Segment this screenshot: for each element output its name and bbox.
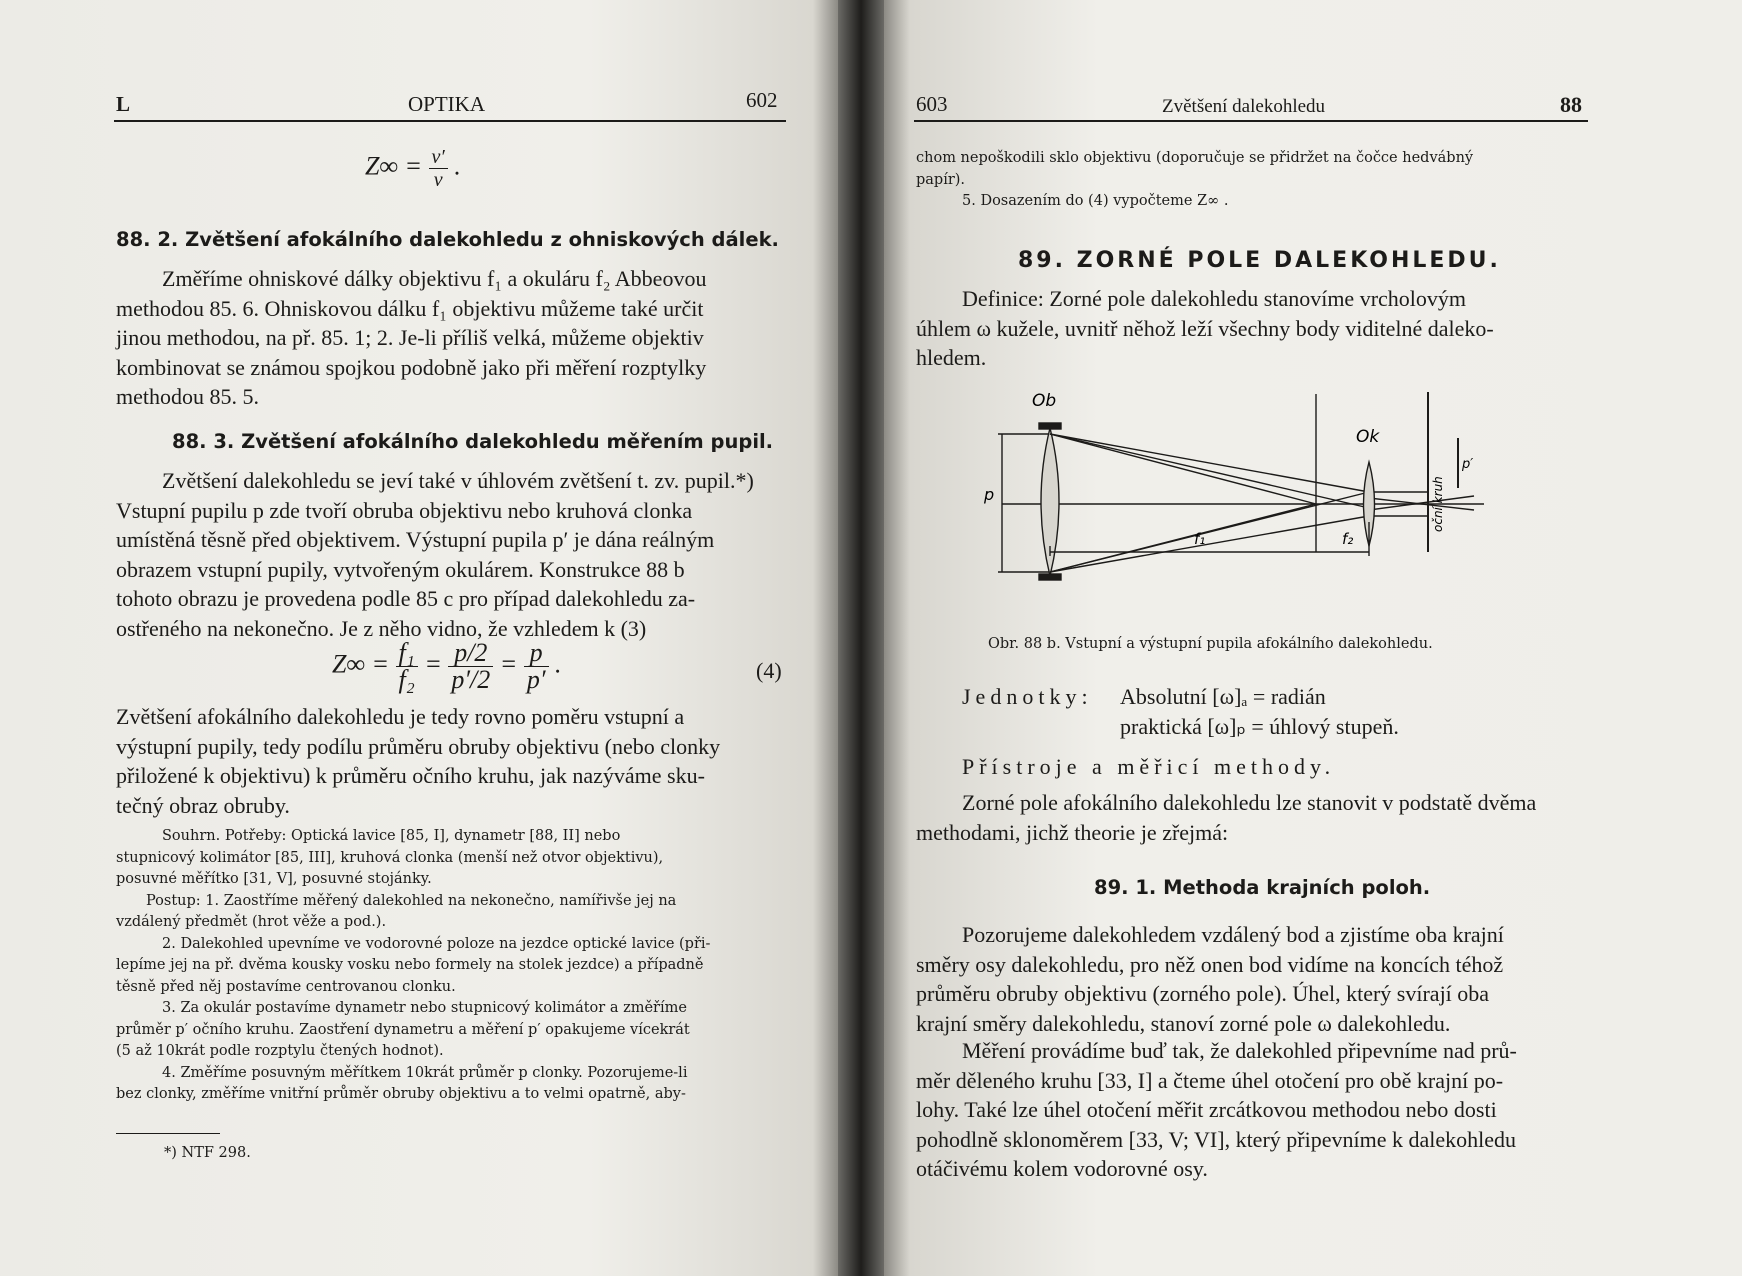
summary-line: Postup: 1. Zaostříme měřený dalekohled na nekonečno, namířivše jej na	[146, 892, 677, 909]
running-head-label: L	[116, 92, 131, 116]
chapter-heading: 89. ZORNÉ POLE DALEKOHLEDU.	[1018, 248, 1501, 273]
right-page	[884, 0, 1742, 1276]
text-line: měr děleného kruhu [33, I] a čteme úhel otočení pro obě krajní po-	[916, 1067, 1504, 1093]
ray	[1050, 434, 1316, 504]
text-line: Vstupní pupilu p zde tvoří obruba objektivu nebo kruhová clonka	[116, 497, 693, 523]
text-line: směry osy dalekohledu, pro něž onen bod vidíme na koncích téhož	[916, 951, 1504, 977]
text-line: tohoto obrazu je provedena podle 85 c pro případ dalekohledu za-	[116, 586, 696, 611]
section-88-2-text	[116, 264, 788, 412]
equals-sign: =	[424, 649, 442, 679]
text-line: lohy. Také lze úhel otočení měřit zrcátkovou methodou nebo dosti	[916, 1097, 1497, 1122]
text-line: přiložené k objektivu) k průměru očního kruhu, jak nazýváme sku-	[116, 763, 705, 788]
fraction-p2	[448, 640, 493, 693]
header-rule	[114, 120, 786, 122]
text-line: úhlem ω kužele, uvnitř něhož leží všechny body viditelné daleko-	[916, 315, 1494, 341]
ray	[1050, 504, 1316, 572]
summary-line: těsně před něj postavíme centrovanou clonku.	[116, 978, 456, 995]
text-line: Zvětšení afokálního dalekohledu je tedy rovno poměru vstupní a	[116, 704, 685, 729]
units-line-1: Absolutní [ω]ₐ = radián	[1120, 684, 1326, 709]
text-line: Definice: Zorné pole dalekohledu stanovíme vrcholovým	[962, 286, 1467, 311]
fraction-f1-f2	[396, 640, 418, 693]
definition-text	[916, 284, 1588, 373]
label-p: p	[984, 485, 995, 504]
running-head-title: OPTIKA	[408, 92, 485, 116]
text-line: kombinovat se známou spojkou podobně jako při měření rozptylky	[116, 354, 707, 380]
chapter-number: 88	[1560, 92, 1582, 117]
equals-sign: =	[499, 649, 518, 679]
label-f2: f₂	[1342, 530, 1354, 548]
fraction-denominator: p′/2	[451, 665, 491, 694]
summary-line: průměr p′ očního kruhu. Zaostření dynametru a měření p′ opakujeme vícekrát	[116, 1021, 690, 1038]
header-rule	[914, 120, 1588, 122]
lens-mount	[1039, 423, 1061, 429]
summary-line: stupnicový kolimátor [85, III], kruhová clonka (menší než otvor objektivu),	[116, 849, 664, 866]
text-line: papír).	[916, 171, 966, 188]
text-line: Zorné pole afokálního dalekohledu lze stanovit v podstatě dvěma	[962, 790, 1537, 815]
text-line: Měření provádíme buď tak, že dalekohled připevníme nad prů-	[962, 1038, 1517, 1063]
ray	[1050, 434, 1369, 508]
label-ob: Ob	[1032, 392, 1057, 411]
text-line: obrazem vstupní pupily, vytvořeným okulárem. Konstrukce 88 b	[116, 556, 685, 582]
text-line: průměru obruby objektivu (zorného pole). Úhel, který svírají oba	[916, 981, 1490, 1006]
footnote: *) NTF 298.	[164, 1145, 251, 1161]
label-ok: Ok	[1356, 427, 1380, 447]
fraction-denominator: v	[433, 169, 443, 191]
section-88-2-heading: 88. 2. Zvětšení afokálního dalekohledu z ohniskových dálek.	[116, 228, 779, 251]
equation-number: (4)	[756, 658, 782, 683]
fraction-numerator: p/2	[448, 640, 493, 667]
formula-lhs: Z∞ =	[332, 649, 390, 679]
text-line: krajní směry dalekohledu, stanoví zorné pole ω dalekohledu.	[916, 1010, 1451, 1036]
units-line-2: praktická [ω]ₚ = úhlový stupeň.	[1120, 714, 1399, 739]
fraction-denominator: p′	[526, 665, 546, 694]
ray	[1050, 434, 1369, 492]
summary-line: lepíme jej na př. dvěma kousky vosku nebo formely na stolek jezdce) a případně	[116, 957, 704, 973]
page-number: 602	[746, 88, 778, 112]
text-line: otáčivému kolem vodorovné osy.	[916, 1156, 1208, 1181]
text-line: výstupní pupily, tedy podílu průměru obruby objektivu (nebo clonky	[116, 733, 721, 759]
summary-line: (5 až 10krát podle rozptylu čtených hodnot).	[116, 1043, 444, 1059]
summary-line: Souhrn. Potřeby: Optická lavice [85, I], dynametr [88, II] nebo	[162, 828, 621, 844]
figure-88b	[944, 392, 1524, 622]
paragraph-pupil-ratio	[116, 702, 788, 820]
figure-caption: Obr. 88 b. Vstupní a výstupní pupila afokálního dalekohledu.	[988, 636, 1433, 652]
paragraph-observation	[916, 920, 1588, 1038]
fraction-numerator: f₁	[396, 640, 418, 667]
text-line: pohodlně sklonoměrem [33, V; VI], který připevníme k dalekohledu	[916, 1126, 1516, 1152]
left-page	[0, 0, 838, 1276]
label-p-prime: p′	[1462, 457, 1474, 472]
text-line: Změříme ohniskové dálky objektivu f₁ a okuláru f₂ Abbeovou	[162, 266, 707, 291]
formula-lhs: Z∞ =	[365, 151, 423, 181]
lens-mount	[1039, 574, 1061, 580]
methods-label: Přístroje a měřicí methody.	[962, 754, 1336, 779]
label-f1: f₁	[1194, 530, 1206, 548]
units-label	[962, 682, 1093, 712]
continuation-text	[916, 148, 1588, 213]
text-line: umístěná těsně před objektivem. Výstupní pupila p′ je dána reálným	[116, 527, 715, 552]
text-line: methodou 85. 6. Ohniskovou dálku f₁ objektivu můžeme také určit	[116, 295, 704, 321]
label-ocni-kruh: oční kruh	[1431, 476, 1445, 532]
formula-fraction	[429, 146, 448, 191]
formula-top	[365, 146, 461, 191]
formula-tail: .	[555, 649, 562, 679]
section-88-3-text	[116, 466, 788, 643]
summary-line: 4. Změříme posuvným měřítkem 10krát průměr p clonky. Pozorujeme-li	[162, 1064, 688, 1081]
running-head-title: Zvětšení dalekohledu	[1162, 96, 1326, 117]
formula-4	[332, 640, 562, 693]
summary-line: posuvné měřítko [31, V], posuvné stojánky.	[116, 871, 432, 887]
units-label-text: Jednotky:	[962, 684, 1093, 709]
text-line: methodami, jichž theorie je zřejmá:	[916, 819, 1229, 845]
text-line: hledem.	[916, 345, 987, 370]
summary-line: vzdálený předmět (hrot věže a pod.).	[116, 914, 387, 930]
methods-paragraph	[916, 788, 1588, 847]
summary-block	[116, 826, 788, 1106]
section-89-1-heading: 89. 1. Methoda krajních poloh.	[1094, 876, 1431, 899]
summary-line: 2. Dalekohled upevníme ve vodorovné poloze na jezdce optické lavice (při-	[162, 935, 711, 952]
summary-line: bez clonky, změříme vnitřní průměr obruby objektivu a to velmi opatrně, aby-	[116, 1086, 686, 1102]
footnote-rule	[116, 1133, 220, 1134]
text-line: methodou 85. 5.	[116, 384, 259, 409]
fraction-p	[524, 640, 549, 693]
formula-tail: .	[454, 151, 461, 181]
summary-line: 3. Za okulár postavíme dynametr nebo stupnicový kolimátor a změříme	[162, 1000, 687, 1016]
fraction-numerator: p	[524, 640, 549, 667]
text-line: ostřeného na nekonečno. Je z něho vidno, že vzhledem k (3)	[116, 615, 647, 641]
section-88-3-heading: 88. 3. Zvětšení afokálního dalekohledu měřením pupil.	[172, 430, 774, 453]
text-line: jinou methodou, na př. 85. 1; 2. Je-li příliš velká, můžeme objektiv	[116, 325, 704, 350]
text-line: chom nepoškodili sklo objektivu (doporučuje se přidržet na čočce hedvábný	[916, 150, 1474, 166]
page-number: 603	[916, 92, 948, 116]
text-line: Zvětšení dalekohledu se jeví také v úhlovém zvětšení t. zv. pupil.*)	[162, 468, 754, 493]
fraction-numerator: v′	[429, 146, 448, 169]
book-gutter	[838, 0, 884, 1276]
ray	[1050, 516, 1369, 572]
text-line: Pozorujeme dalekohledem vzdálený bod a zjistíme oba krajní	[962, 922, 1504, 947]
paragraph-measurement	[916, 1036, 1588, 1184]
fraction-denominator: f₂	[398, 665, 415, 694]
text-line: 5. Dosazením do (4) vypočteme Z∞ .	[962, 193, 1229, 209]
text-line: tečný obraz obruby.	[116, 792, 290, 818]
